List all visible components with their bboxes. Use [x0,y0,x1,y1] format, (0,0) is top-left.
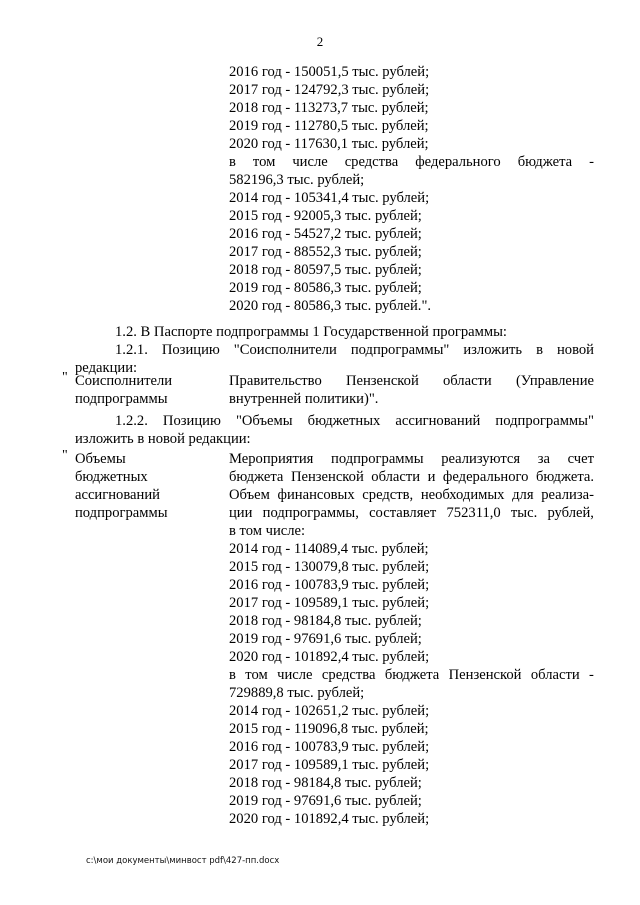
word: ции [229,505,253,521]
word: том [252,154,276,170]
federal-budget-total: 582196,3 тыс. рублей; [229,172,365,188]
federal-year-line: 2015 год - 92005,3 тыс. рублей; [229,208,422,224]
word: в [536,342,543,358]
table2-intro-line [229,486,594,504]
federal-year-line: 2019 год - 80586,3 тыс. рублей; [229,280,422,296]
page-number: 2 [316,34,324,49]
word: - [589,154,594,170]
regional-year-line: 2017 год - 109589,1 тыс. рублей; [229,757,430,773]
word: и [427,469,436,485]
word: том [245,667,268,683]
funding-year-line: 2017 год - 124792,3 тыс. рублей; [229,82,430,98]
regional-budget-total: 729889,8 тыс. рублей; [229,685,365,701]
word: бюджета. [535,469,594,485]
table2-label-line: ассигнований [75,487,160,503]
word: финансовых [277,487,355,503]
word: Позицию [162,413,221,429]
word: числе [292,154,328,170]
word: подпрограммы, [262,505,359,521]
regional-year-line: 2020 год - 101892,4 тыс. рублей; [229,811,430,827]
regional-year-line: 2016 год - 100783,9 тыс. рублей; [229,739,430,755]
word: бюджета [517,154,573,170]
federal-year-line: 2020 год - 80586,3 тыс. рублей.". [229,298,432,314]
word: подпрограммы" [350,342,450,358]
word: составляет [369,505,437,521]
word: бюджетных [307,413,381,429]
word: новой [556,342,594,358]
table2-intro-line: в том числе: [229,523,306,539]
regional-year-line: 2018 год - 98184,8 тыс. рублей; [229,775,422,791]
total-year-line: 2016 год - 100783,9 тыс. рублей; [229,577,430,593]
funding-year-line: 2018 год - 113273,7 тыс. рублей; [229,100,429,116]
footer-file-path: c:\мои документы\минвост pdf\427-пп.docx [86,856,280,866]
word: числе [277,667,313,683]
paragraph-1-2-2 [115,412,594,430]
word: 1.2.1. [115,342,148,358]
table1-value-line: внутренней политики)". [229,391,379,407]
table2-intro-line [229,450,594,468]
total-year-line: 2020 год - 101892,4 тыс. рублей; [229,649,430,665]
total-year-line: 2015 год - 130079,8 тыс. рублей; [229,559,430,575]
word: средства [321,667,376,683]
federal-year-line: 2018 год - 80597,5 тыс. рублей; [229,262,422,278]
word: для [512,487,534,503]
word: счет [567,451,594,467]
word: Мероприятия [229,451,314,467]
table1-value-line [229,372,594,390]
word: рублей, [547,505,594,521]
word: подпрограммы" [495,413,594,429]
table2-label-line: Объемы [75,451,126,467]
table2-intro-line [229,504,594,522]
word: "Объемы [235,413,293,429]
word: бюджета [384,667,440,683]
word: Правительство [229,373,322,389]
word: ассигнований [395,413,481,429]
federal-year-line: 2016 год - 54527,2 тыс. рублей; [229,226,422,242]
total-year-line: 2017 год - 109589,1 тыс. рублей; [229,595,430,611]
word: Пензенской [448,667,522,683]
total-year-line: 2014 год - 114089,4 тыс. рублей; [229,541,429,557]
table1-label-line: подпрограммы [75,391,168,407]
funding-year-line: 2019 год - 112780,5 тыс. рублей; [229,118,429,134]
word: в [229,154,236,170]
federal-budget-heading [229,153,594,171]
word: за [537,451,550,467]
word: реализуются [441,451,521,467]
paragraph-1-2-2-continuation: изложить в новой редакции: [75,431,251,447]
word: в [229,667,236,683]
word: (Управление [515,373,594,389]
word: бюджета [229,469,284,485]
regional-year-line: 2019 год - 97691,6 тыс. рублей; [229,793,422,809]
table2-intro-line [229,468,594,486]
funding-year-line: 2016 год - 150051,5 тыс. рублей; [229,64,430,80]
word: федерального [415,154,501,170]
regional-year-line: 2014 год - 102651,2 тыс. рублей; [229,703,430,719]
total-year-line: 2019 год - 97691,6 тыс. рублей; [229,631,422,647]
word: Пензенской [345,373,419,389]
paragraph-1-2: 1.2. В Паспорте подпрограммы 1 Государственной программы: [115,324,507,340]
word: "Соисполнители [233,342,337,358]
word: области [371,469,421,485]
federal-year-line: 2017 год - 88552,3 тыс. рублей; [229,244,422,260]
word: тыс. [510,505,538,521]
funding-year-line: 2020 год - 117630,1 тыс. рублей; [229,136,429,152]
word: области [530,667,580,683]
open-quote: " [62,370,68,385]
word: Объем [229,487,270,503]
word: - [589,667,594,683]
word: области [442,373,492,389]
table2-label-line: подпрограммы [75,505,168,521]
regional-year-line: 2015 год - 119096,8 тыс. рублей; [229,721,429,737]
word: Позицию [161,342,220,358]
word: средства [344,154,399,170]
word: 1.2.2. [115,413,148,429]
word: 752311,0 [446,505,501,521]
paragraph-1-2-1 [115,341,594,359]
word: необходимых [420,487,505,503]
regional-budget-heading [229,666,594,684]
word: реализа- [541,487,594,503]
federal-year-line: 2014 год - 105341,4 тыс. рублей; [229,190,430,206]
word: Пензенской [290,469,364,485]
word: федерального [442,469,529,485]
table1-label-line: Соисполнители [75,373,173,389]
word: изложить [463,342,523,358]
paragraph-1-2-1-continuation: редакции: [75,360,138,376]
word: средств, [362,487,414,503]
word: подпрограммы [331,451,424,467]
total-year-line: 2018 год - 98184,8 тыс. рублей; [229,613,422,629]
open-quote: " [62,448,68,463]
table2-label-line: бюджетных [75,469,148,485]
